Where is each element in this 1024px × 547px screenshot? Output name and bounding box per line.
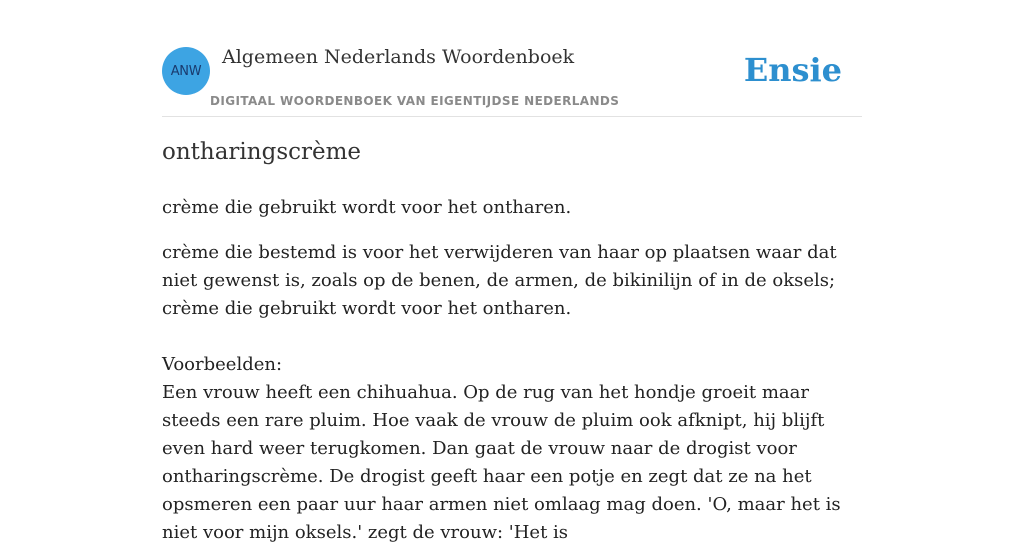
site-title[interactable]: Algemeen Nederlands Woordenboek	[222, 46, 575, 68]
long-definition: crème die bestemd is voor het verwijderen van haar op plaatsen waar dat niet gewenst is, zoals op de benen, de armen, de bikinilijn of in de oksels; crème die gebruikt wordt voor het ontharen.	[162, 242, 837, 319]
site-subtitle: DIGITAAL WOORDENBOEK VAN EIGENTIJDSE NEDERLANDS	[210, 94, 620, 108]
entry-title: ontharingscrème	[162, 139, 362, 165]
short-definition: crème die gebruikt wordt voor het ontharen.	[162, 197, 572, 218]
site-header	[162, 0, 862, 117]
examples-label: Voorbeelden:	[162, 354, 283, 375]
ensie-brand-logo[interactable]: Ensie	[743, 51, 842, 89]
anw-logo[interactable]: ANW	[162, 47, 210, 95]
page	[162, 0, 862, 543]
examples-section	[162, 351, 862, 547]
example-text: Een vrouw heeft een chihuahua. Op de rug van het hondje groeit maar steeds een rare pluim. Hoe vaak de vrouw de pluim ook afknipt, hij blijft even hard weer terugkomen. Dan gaat de vrouw naar de drogist voor ontharingscrème. De drogist geeft haar een potje en zegt dat ze na het opsmeren een paar uur haar armen niet omlaag mag doen. 'O, maar het is niet voor mijn oksels.' zegt de vrouw: 'Het is	[162, 382, 841, 543]
